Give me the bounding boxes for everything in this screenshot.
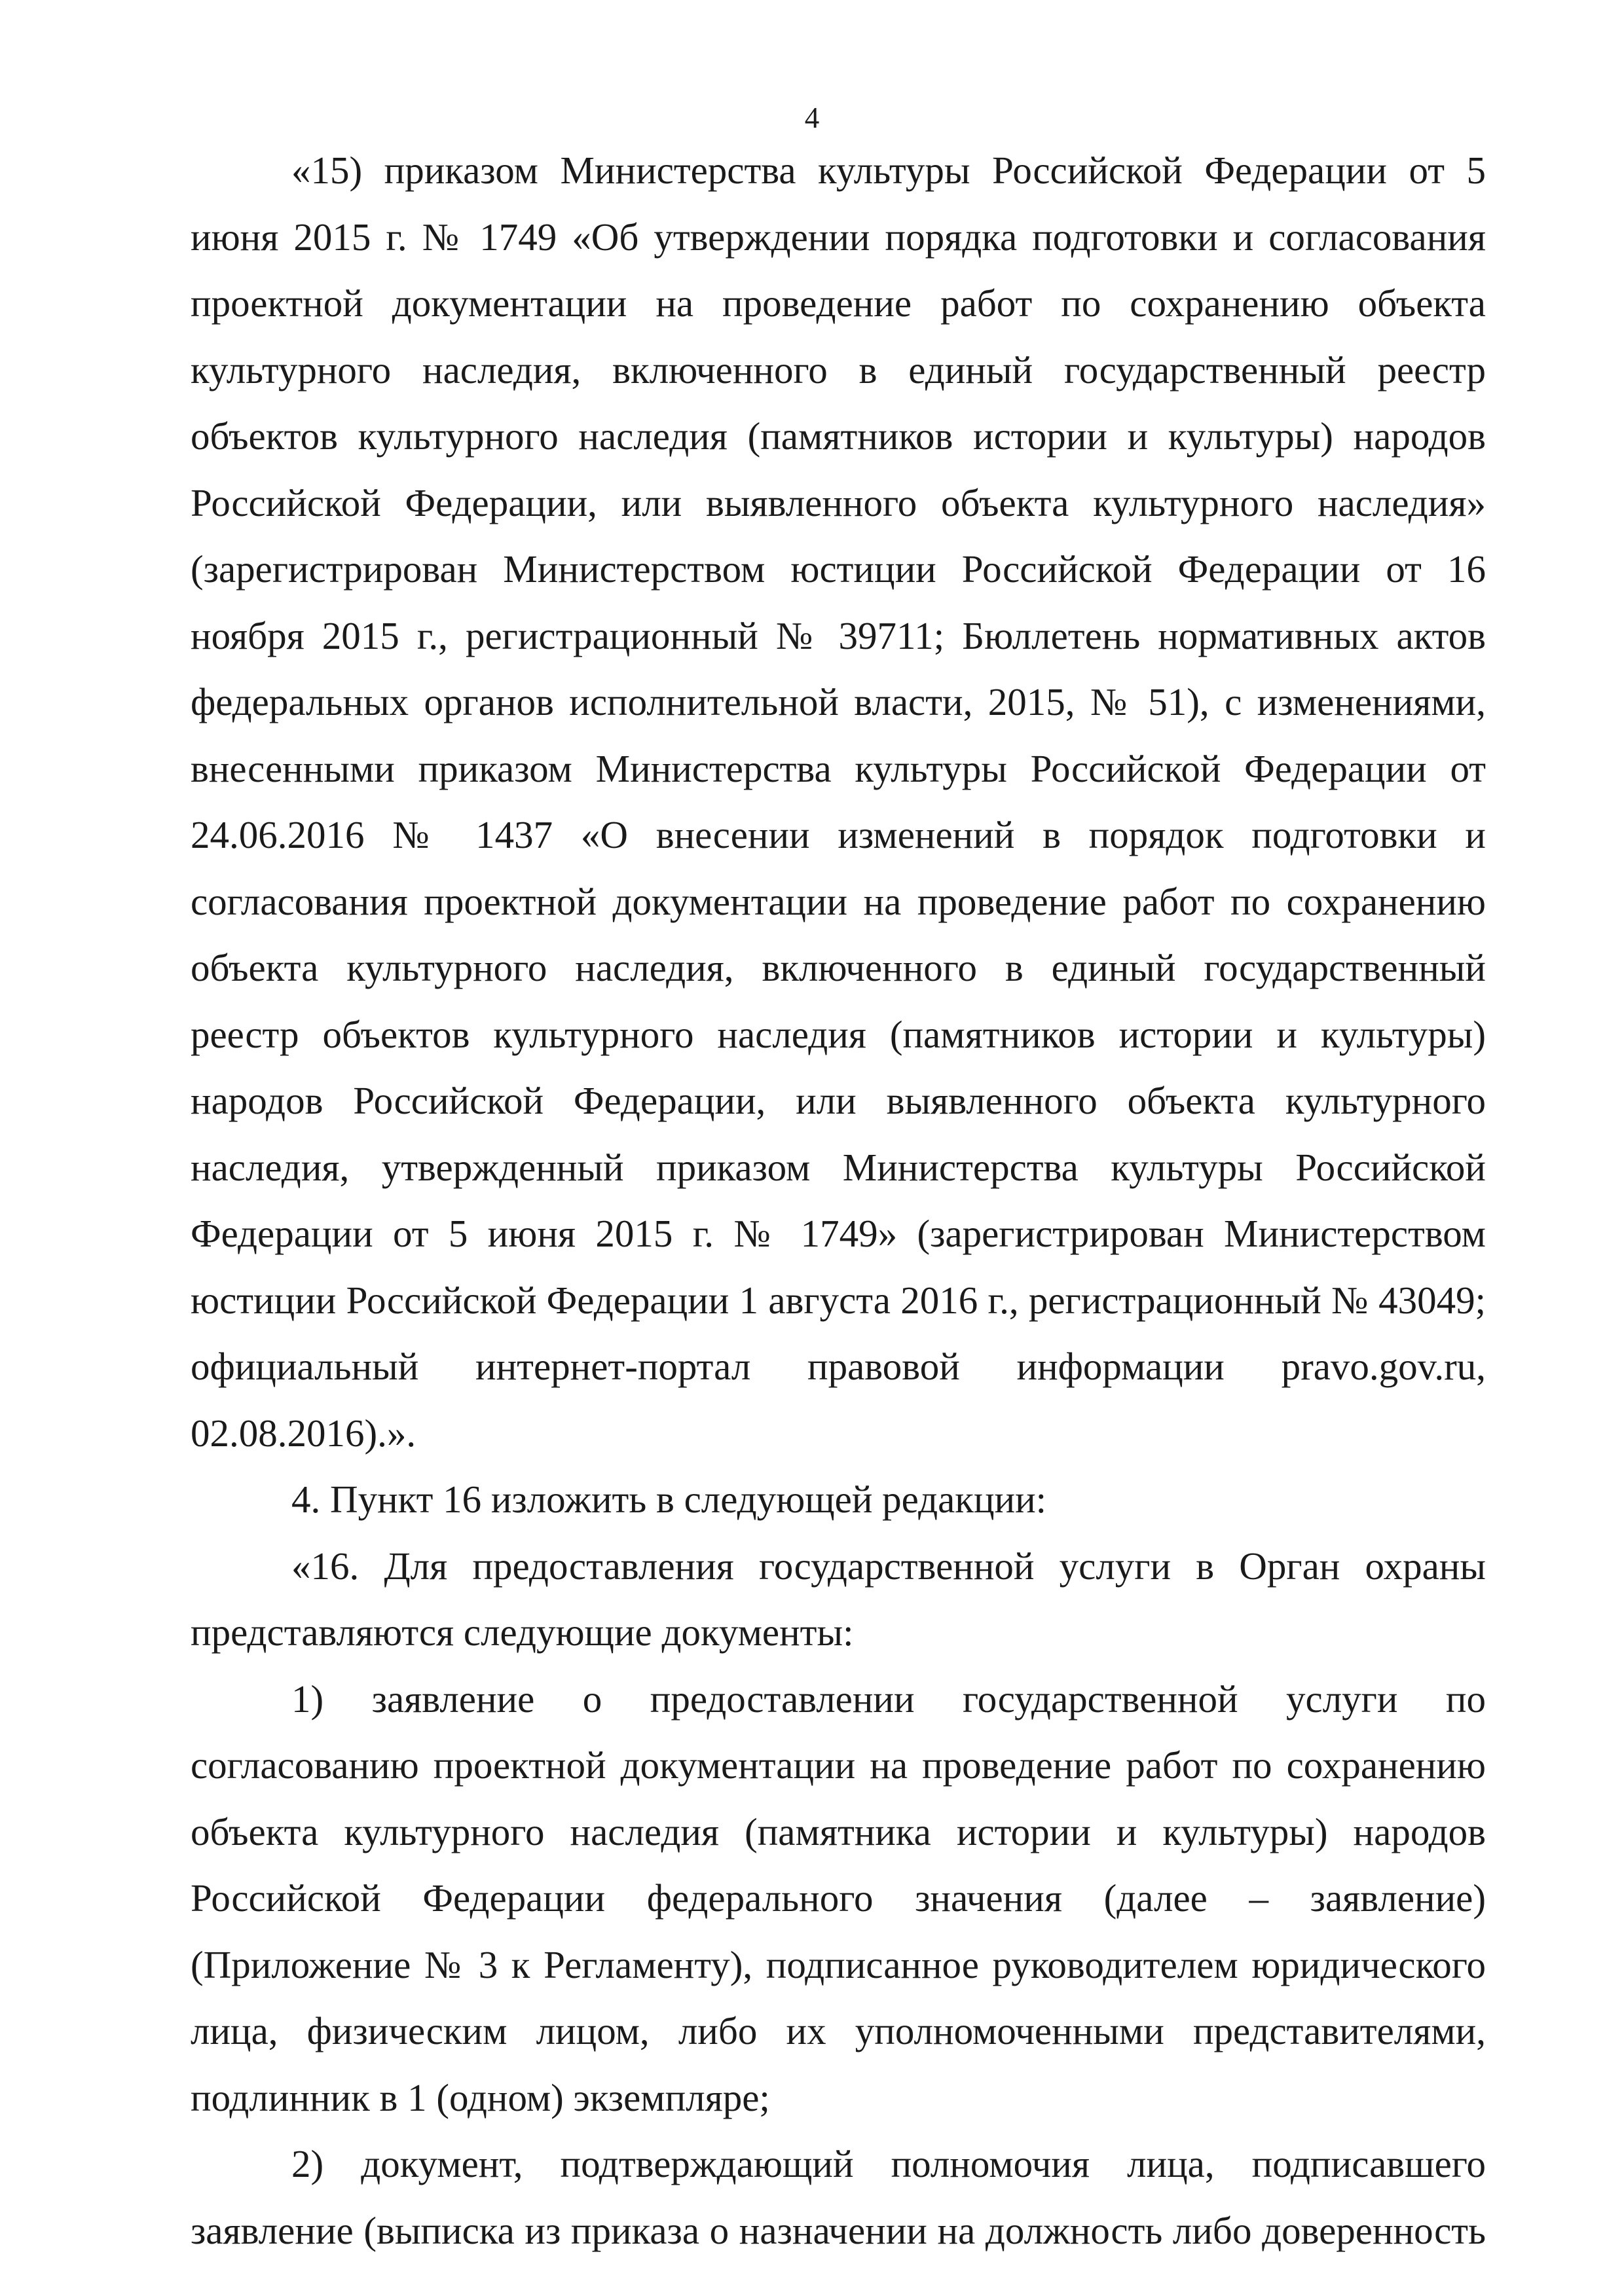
paragraph-subitem-1: 1) заявление о предоставлении государственной услуги по согласованию проектной документации на проведение работ по сохранению объекта культурного наследия (памятника истории и культуры) народов Российской Федерации федерального значения (далее – заявление) (Приложение № 3 к Регламенту), подписанное руководителем юридического лица, физическим лицом, либо их уполномоченными представителями, подлинник в 1 (одном) экземпляре; bbox=[191, 1677, 1486, 2119]
paragraph-point-16: «16. Для предоставления государственной услуги в Орган охраны представляются следующие документы: bbox=[191, 1544, 1486, 1654]
paragraph-item-15: «15) приказом Министерства культуры Российской Федерации от 5 июня 2015 г. № 1749 «Об утверждении порядка подготовки и согласования проектной документации на проведение работ по сохранению объекта культурного наследия, включенного в единый государственный реестр объектов культурного наследия (памятников истории и культуры) народов Российской Федерации, или выявленного объекта культурного наследия» (зарегистрирован Министерством юстиции Российской Федерации от 16 ноября 2015 г., регистрационный № 39711; Бюллетень нормативных актов федеральных органов исполнительной власти, 2015, № 51), с изменениями, внесенными приказом Министерства культуры Российской Федерации от 24.06.2016 № 1437 «О внесении изменений в порядок подготовки и согласования проектной документации на проведение работ по сохранению объекта культурного наследия, включенного в единый государственный реестр объектов культурного наследия (памятников истории и культуры) народов Российской Федерации, или выявленного объекта культурного наследия, утвержденный приказом Министерства культуры Российской Федерации от 5 июня 2015 г. № 1749» (зарегистрирован Министерством юстиции Российской Федерации 1 августа 2016 г., регистрационный № 43049; официальный интернет-портал правовой информации pravo.gov.ru, 02.08.2016).». bbox=[191, 149, 1486, 1455]
document-body bbox=[191, 137, 1486, 2264]
paragraph-amendment-point-4: 4. Пункт 16 изложить в следующей редакции: bbox=[291, 1478, 1047, 1521]
page-number: 4 bbox=[804, 101, 820, 134]
paragraph-subitem-2: 2) документ, подтверждающий полномочия лица, подписавшего заявление (выписка из приказа о назначении на должность либо доверенность bbox=[191, 2142, 1486, 2252]
